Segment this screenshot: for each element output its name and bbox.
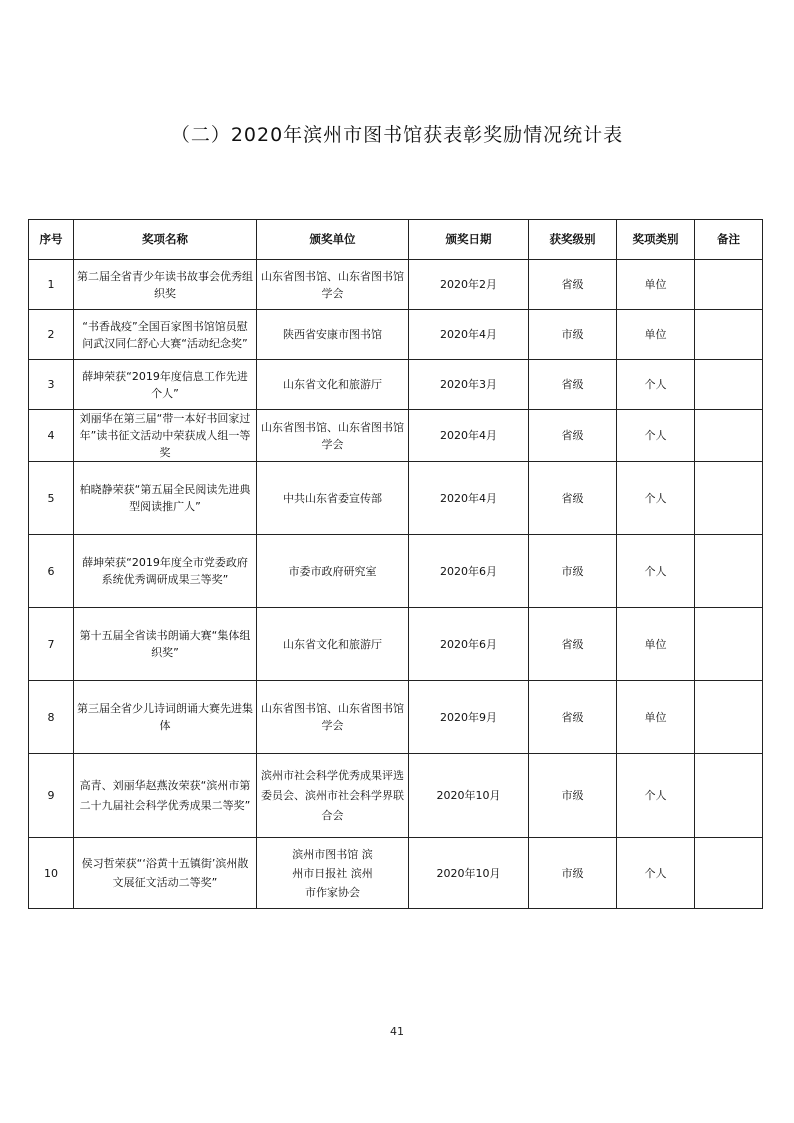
table-row xyxy=(29,260,763,310)
cell-category: 单位 xyxy=(617,608,695,681)
table-row xyxy=(29,681,763,754)
cell-date: 2020年9月 xyxy=(409,681,529,754)
cell-level: 省级 xyxy=(529,410,617,462)
cell-date: 2020年6月 xyxy=(409,535,529,608)
cell-award-name: 刘丽华在第三届“带一本好书回家过年”读书征文活动中荣获成人组一等奖 xyxy=(74,410,257,462)
cell-index: 5 xyxy=(29,462,74,535)
cell-index: 4 xyxy=(29,410,74,462)
col-header-level: 获奖级别 xyxy=(529,220,617,260)
cell-remark xyxy=(695,754,763,838)
page-number: 41 xyxy=(390,1025,404,1038)
cell-level: 省级 xyxy=(529,608,617,681)
table-row xyxy=(29,310,763,360)
cell-level: 市级 xyxy=(529,838,617,909)
cell-date: 2020年4月 xyxy=(409,462,529,535)
cell-issuer: 滨州市图书馆 滨州市日报社 滨州市作家协会 xyxy=(257,838,409,909)
cell-remark xyxy=(695,681,763,754)
cell-issuer: 中共山东省委宣传部 xyxy=(257,462,409,535)
cell-index: 2 xyxy=(29,310,74,360)
col-header-remark: 备注 xyxy=(695,220,763,260)
table-row xyxy=(29,535,763,608)
cell-level: 市级 xyxy=(529,310,617,360)
cell-index: 7 xyxy=(29,608,74,681)
cell-award-name: “书香战疫”全国百家图书馆馆员慰问武汉同仁舒心大赛“活动纪念奖” xyxy=(74,310,257,360)
cell-remark xyxy=(695,410,763,462)
cell-category: 个人 xyxy=(617,754,695,838)
col-header-category: 奖项类别 xyxy=(617,220,695,260)
cell-award-name: 薛坤荣获“2019年度信息工作先进个人” xyxy=(74,360,257,410)
cell-award-name: 薛坤荣获“2019年度全市党委政府系统优秀调研成果三等奖” xyxy=(74,535,257,608)
cell-level: 省级 xyxy=(529,260,617,310)
cell-award-name: 高青、刘丽华赵燕汝荣获“滨州市第二十九届社会科学优秀成果二等奖” xyxy=(74,754,257,838)
cell-remark xyxy=(695,608,763,681)
cell-award-name: 柏晓静荣获“第五届全民阅读先进典型阅读推广人” xyxy=(74,462,257,535)
table-row xyxy=(29,410,763,462)
cell-award-name: 第二届全省青少年读书故事会优秀组织奖 xyxy=(74,260,257,310)
cell-remark xyxy=(695,360,763,410)
cell-remark xyxy=(695,260,763,310)
cell-issuer: 山东省图书馆、山东省图书馆学会 xyxy=(257,260,409,310)
cell-category: 个人 xyxy=(617,360,695,410)
table-row xyxy=(29,838,763,909)
cell-date: 2020年10月 xyxy=(409,754,529,838)
cell-index: 3 xyxy=(29,360,74,410)
table-row xyxy=(29,608,763,681)
cell-date: 2020年10月 xyxy=(409,838,529,909)
col-header-index: 序号 xyxy=(29,220,74,260)
cell-date: 2020年4月 xyxy=(409,310,529,360)
cell-award-name: 第十五届全省读书朗诵大赛“集体组织奖” xyxy=(74,608,257,681)
cell-issuer: 山东省图书馆、山东省图书馆学会 xyxy=(257,410,409,462)
cell-index: 1 xyxy=(29,260,74,310)
cell-level: 省级 xyxy=(529,681,617,754)
cell-level: 省级 xyxy=(529,360,617,410)
cell-date: 2020年3月 xyxy=(409,360,529,410)
cell-issuer: 山东省文化和旅游厅 xyxy=(257,608,409,681)
cell-index: 6 xyxy=(29,535,74,608)
cell-remark xyxy=(695,310,763,360)
cell-category: 个人 xyxy=(617,462,695,535)
cell-remark xyxy=(695,535,763,608)
cell-award-name: 第三届全省少儿诗词朗诵大赛先进集体 xyxy=(74,681,257,754)
awards-table xyxy=(28,219,763,909)
cell-category: 个人 xyxy=(617,535,695,608)
cell-category: 单位 xyxy=(617,260,695,310)
cell-issuer: 陕西省安康市图书馆 xyxy=(257,310,409,360)
table-row xyxy=(29,360,763,410)
cell-date: 2020年6月 xyxy=(409,608,529,681)
cell-category: 个人 xyxy=(617,410,695,462)
cell-level: 省级 xyxy=(529,462,617,535)
cell-index: 8 xyxy=(29,681,74,754)
col-header-issuer: 颁奖单位 xyxy=(257,220,409,260)
cell-category: 单位 xyxy=(617,310,695,360)
cell-category: 个人 xyxy=(617,838,695,909)
col-header-name: 奖项名称 xyxy=(74,220,257,260)
cell-issuer: 山东省图书馆、山东省图书馆学会 xyxy=(257,681,409,754)
page-title: （二）2020年滨州市图书馆获表彰奖励情况统计表 xyxy=(170,124,624,146)
cell-index: 9 xyxy=(29,754,74,838)
cell-issuer: 滨州市社会科学优秀成果评选委员会、滨州市社会科学界联合会 xyxy=(257,754,409,838)
cell-index: 10 xyxy=(29,838,74,909)
cell-level: 市级 xyxy=(529,535,617,608)
table-header-row xyxy=(29,220,763,260)
col-header-date: 颁奖日期 xyxy=(409,220,529,260)
cell-award-name: 侯习哲荣获“‘浴黄十五镇街’滨州散文展征文活动二等奖” xyxy=(74,838,257,909)
cell-category: 单位 xyxy=(617,681,695,754)
cell-remark xyxy=(695,838,763,909)
cell-level: 市级 xyxy=(529,754,617,838)
cell-date: 2020年4月 xyxy=(409,410,529,462)
cell-date: 2020年2月 xyxy=(409,260,529,310)
table-row xyxy=(29,754,763,838)
cell-issuer: 山东省文化和旅游厅 xyxy=(257,360,409,410)
cell-issuer: 市委市政府研究室 xyxy=(257,535,409,608)
table-row xyxy=(29,462,763,535)
cell-remark xyxy=(695,462,763,535)
